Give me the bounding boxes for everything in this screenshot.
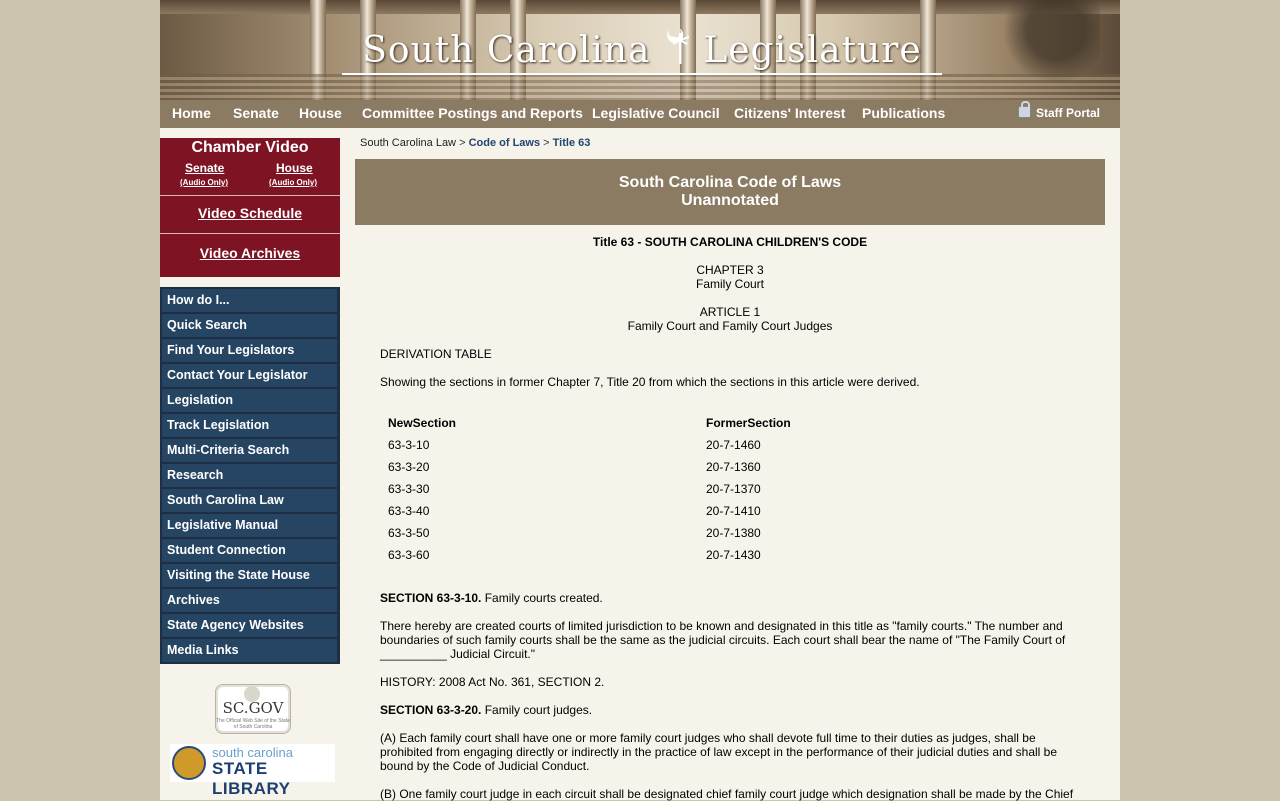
site-title-right: Legislature (703, 30, 922, 71)
table-row (388, 522, 791, 544)
sidebar-item-state-agency-websites[interactable]: State Agency Websites (162, 614, 337, 637)
table-row (388, 500, 791, 522)
nav-staff-portal[interactable] (1018, 106, 1100, 120)
section-63-3-20-heading (380, 703, 1080, 717)
code-header-line1: South Carolina Code of Laws (618, 174, 842, 191)
site-title[interactable] (342, 26, 942, 71)
table-cell: 63-3-30 (388, 482, 430, 496)
section-63-3-20-subsection-b: (B) One family court judge in each circuit shall be designated chief family court judge which designation shall be made by the Chief (380, 787, 1074, 801)
table-cell: 20-7-1370 (706, 482, 761, 496)
table-cell: 63-3-50 (388, 526, 430, 540)
table-row (388, 456, 791, 478)
video-house-link[interactable]: House (276, 161, 313, 175)
banner-steps (160, 74, 1120, 100)
code-header-line2: Unannotated (681, 192, 779, 209)
sidebar-menu (160, 287, 340, 664)
code-header-box (355, 159, 1105, 225)
table-cell: 20-7-1460 (706, 438, 761, 452)
scgov-label: SC.GOV (222, 699, 284, 717)
section-label: SECTION 63-3-10. (380, 591, 482, 605)
article-heading: ARTICLE 1 (699, 305, 761, 319)
state-library-logo-link[interactable] (170, 744, 335, 798)
section-63-3-20-subsection-a: (A) Each family court shall have one or more family court judges who shall devote full time to their duties as judges, shall be prohibited from engaging directly or indirectly in the practice of law except in the performance of their judicial duties and shall be bound by the Code of Judicial Conduct. (380, 731, 1058, 773)
sidebar-item-contact-legislator[interactable]: Contact Your Legislator (162, 364, 337, 387)
nav-house[interactable]: House (299, 105, 342, 121)
chamber-video-box (160, 138, 340, 277)
section-63-3-10-heading (380, 591, 1080, 605)
sidebar-item-legislative-manual[interactable]: Legislative Manual (162, 514, 337, 537)
table-cell: 63-3-10 (388, 438, 430, 452)
nav-home[interactable]: Home (172, 105, 211, 121)
derivation-table (388, 412, 791, 566)
scgov-sub: The Official Web Site of the State of South Carolina (216, 718, 290, 730)
chapter-name: Family Court (695, 277, 764, 291)
table-row (388, 478, 791, 500)
nav-legislative-council[interactable]: Legislative Council (592, 105, 720, 121)
chamber-video-title: Chamber Video (191, 139, 309, 156)
breadcrumb-root[interactable]: South Carolina Law (360, 137, 457, 149)
section-title: Family court judges. (484, 703, 593, 717)
section-history: HISTORY: 2008 Act No. 361, SECTION 2. (380, 675, 605, 689)
video-archives-link[interactable]: Video Archives (199, 245, 301, 261)
breadcrumb (360, 137, 590, 149)
sidebar-item-media-links[interactable]: Media Links (162, 639, 337, 662)
sidebar-item-south-carolina-law[interactable]: South Carolina Law (162, 489, 337, 512)
sidebar-item-how-do-i[interactable]: How do I... (162, 289, 337, 312)
sidebar-item-track-legislation[interactable]: Track Legislation (162, 414, 337, 437)
breadcrumb-code-of-laws[interactable]: Code of Laws (468, 137, 541, 149)
table-cell: 63-3-60 (388, 548, 430, 562)
chapter-heading: CHAPTER 3 (696, 263, 764, 277)
nav-citizens-interest[interactable]: Citizens' Interest (734, 105, 846, 121)
divider (160, 233, 340, 234)
nav-publications[interactable]: Publications (862, 105, 946, 121)
video-house-audio-link[interactable]: (Audio Only) (269, 178, 317, 187)
table-header-row (388, 412, 791, 434)
table-row (388, 544, 791, 566)
title-heading: Title 63 - SOUTH CAROLINA CHILDREN'S CODE (592, 235, 868, 249)
state-library-line1: south carolina (212, 745, 293, 760)
divider (160, 195, 340, 196)
sidebar-item-student-connection[interactable]: Student Connection (162, 539, 337, 562)
table-cell: 63-3-40 (388, 504, 430, 518)
sidebar-item-find-legislators[interactable]: Find Your Legislators (162, 339, 337, 362)
sidebar-item-visiting-state-house[interactable]: Visiting the State House (162, 564, 337, 587)
breadcrumb-separator: > (543, 137, 550, 149)
video-schedule-link[interactable]: Video Schedule (198, 205, 302, 221)
video-senate-audio-link[interactable]: (Audio Only) (180, 178, 228, 187)
state-library-line2: STATE LIBRARY (212, 759, 291, 798)
article-name: Family Court and Family Court Judges (627, 319, 833, 333)
table-cell: 20-7-1360 (706, 460, 761, 474)
section-63-3-10-body: There hereby are created courts of limited jurisdiction to be known and designated in this title as "family courts." The number and boundaries of such family courts shall be the same as the judicial circuits. Each court shall bear the name of "The Family Court of __________ Judicial Circuit." (380, 619, 1066, 661)
site-title-underline (342, 73, 942, 75)
nav-committee-postings[interactable]: Committee Postings and Reports (362, 105, 583, 121)
table-header: NewSection (388, 416, 457, 430)
header-banner (160, 0, 1120, 100)
site-title-left: South Carolina (362, 30, 651, 71)
table-cell: 20-7-1410 (706, 504, 761, 518)
table-cell: 20-7-1430 (706, 548, 761, 562)
section-label: SECTION 63-3-20. (380, 703, 482, 717)
derivation-description: Showing the sections in former Chapter 7, Title 20 from which the sections in this article were derived. (380, 375, 920, 389)
video-senate-link[interactable]: Senate (185, 161, 225, 175)
lock-icon (1018, 106, 1031, 118)
sidebar-item-multi-criteria-search[interactable]: Multi-Criteria Search (162, 439, 337, 462)
breadcrumb-title[interactable]: Title 63 (552, 137, 591, 149)
sidebar-item-quick-search[interactable]: Quick Search (162, 314, 337, 337)
banner-palm-tree (990, 0, 1100, 100)
sidebar-item-legislation[interactable]: Legislation (162, 389, 337, 412)
state-library-seal-icon (172, 746, 206, 780)
sidebar-item-archives[interactable]: Archives (162, 589, 337, 612)
table-row (388, 434, 791, 456)
scgov-logo-link[interactable] (215, 684, 291, 734)
staff-portal-label: Staff Portal (1036, 106, 1101, 120)
top-nav (160, 100, 1120, 128)
table-header: FormerSection (706, 416, 791, 430)
section-title: Family courts created. (484, 591, 603, 605)
breadcrumb-separator: > (459, 137, 466, 149)
palmetto-crescent-icon (663, 26, 691, 66)
sidebar-item-research[interactable]: Research (162, 464, 337, 487)
table-cell: 63-3-20 (388, 460, 430, 474)
banner-entablature (160, 0, 1120, 14)
page (160, 0, 1120, 800)
table-cell: 20-7-1380 (706, 526, 761, 540)
derivation-table-heading: DERIVATION TABLE (380, 347, 492, 361)
nav-senate[interactable]: Senate (233, 105, 279, 121)
